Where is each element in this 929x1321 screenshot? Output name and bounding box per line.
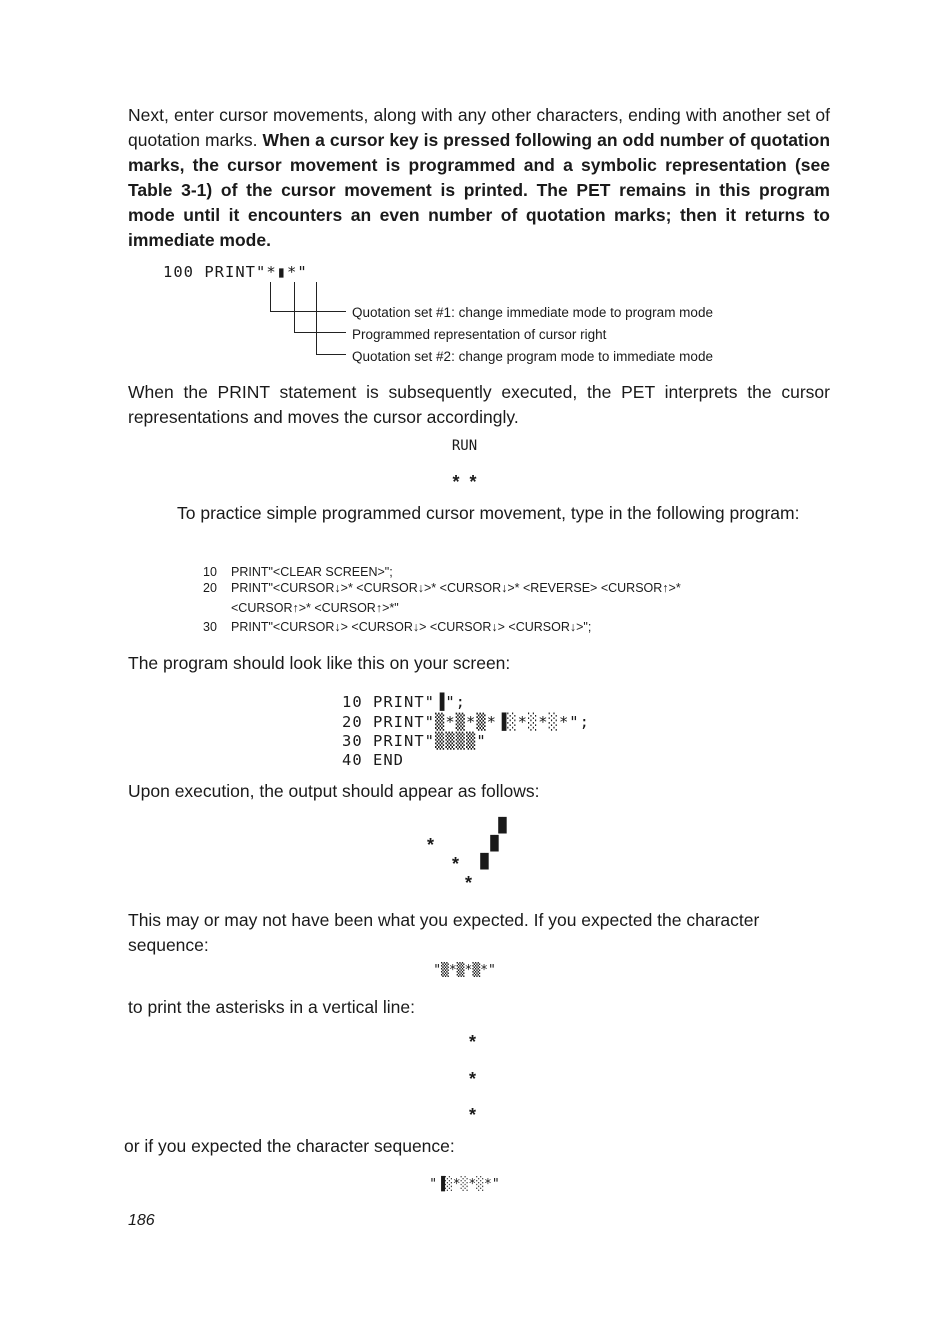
paragraph-screen: The program should look like this on your screen:: [128, 653, 511, 673]
paragraph-print-executed: When the PRINT statement is subsequently executed, the PET interprets the cursor representations and moves the cursor accordingly.: [128, 382, 830, 427]
intro-bold-text: When a cursor key is pressed following an odd number of quotation marks, the cursor movement is programmed and a symbolic representation (see Table 3-1) of the cursor movement is printed. The PET remains in this program mode until it encounters an even number of quotation marks; then it returns to immediate mode.: [128, 130, 831, 250]
output-asterisk: *: [427, 835, 435, 855]
line-text: PRINT"<CURSOR↓>* <CURSOR↓>* <CURSOR↓>* <REVERSE> <CURSOR↑>*: [231, 581, 681, 595]
line-text: <CURSOR↑>* <CURSOR↑>*": [231, 601, 399, 615]
annotation-note-1: Quotation set #1: change immediate mode to program mode: [352, 305, 713, 320]
paragraph-vertical: to print the asterisks in a vertical line:: [128, 997, 415, 1017]
connector-line-2: [294, 282, 295, 333]
line-text: PRINT"<CURSOR↓> <CURSOR↓> <CURSOR↓> <CURSOR↓>";: [231, 620, 592, 634]
character-sequence-1: "▒*▒*▒*": [433, 963, 496, 978]
example-code: 100 PRINT"*▮*": [163, 263, 308, 281]
output-reverse-mark: ▐▌: [486, 836, 503, 852]
intro-normal-text: Next, enter cursor movements, along with any other characters, ending with another set of quotation marks.: [128, 105, 830, 150]
paragraph-expected: This may or may not have been what you expected. If you expected the character sequence:: [128, 910, 760, 955]
vertical-asterisk: *: [469, 1069, 477, 1089]
screen-line: 10 PRINT"▐";: [342, 693, 466, 711]
vertical-asterisk: *: [469, 1032, 477, 1052]
vertical-asterisk: *: [469, 1105, 477, 1125]
screen-line: 20 PRINT"▒*▒*▒*▐░*░*░*";: [342, 713, 590, 731]
run-output: * *: [452, 472, 477, 492]
line-text: PRINT"<CLEAR SCREEN>";: [231, 565, 393, 579]
connector-line-1h: [270, 311, 346, 312]
line-number: 30: [203, 620, 217, 634]
connector-line-1: [270, 282, 271, 312]
intro-paragraph: [128, 103, 830, 253]
page-number: 186: [128, 1212, 155, 1229]
output-asterisk: *: [465, 873, 473, 893]
program-line: [203, 618, 592, 638]
output-asterisk: *: [452, 854, 460, 874]
output-reverse-mark: ▐▌: [494, 818, 511, 834]
line-number: 10: [203, 565, 217, 579]
program-line: [203, 579, 681, 599]
annotation-note-3: Quotation set #2: change program mode to immediate mode: [352, 349, 713, 364]
run-command: RUN: [451, 438, 478, 454]
screen-line: 40 END: [342, 751, 404, 769]
paragraph-or: or if you expected the character sequence:: [124, 1136, 455, 1156]
connector-line-3: [316, 282, 317, 355]
screen-line: 30 PRINT"▒▒▒▒": [342, 732, 487, 750]
output-reverse-mark: ▐▌: [476, 854, 493, 870]
paragraph-practice: To practice simple programmed cursor movement, type in the following program:: [177, 503, 800, 523]
connector-line-2h: [294, 332, 346, 333]
paragraph-execution: Upon execution, the output should appear as follows:: [128, 781, 540, 801]
connector-line-3h: [316, 354, 346, 355]
line-number: 20: [203, 581, 217, 595]
annotation-note-2: Programmed representation of cursor right: [352, 327, 607, 342]
character-sequence-2: "▐░*░*░*": [429, 1177, 500, 1192]
